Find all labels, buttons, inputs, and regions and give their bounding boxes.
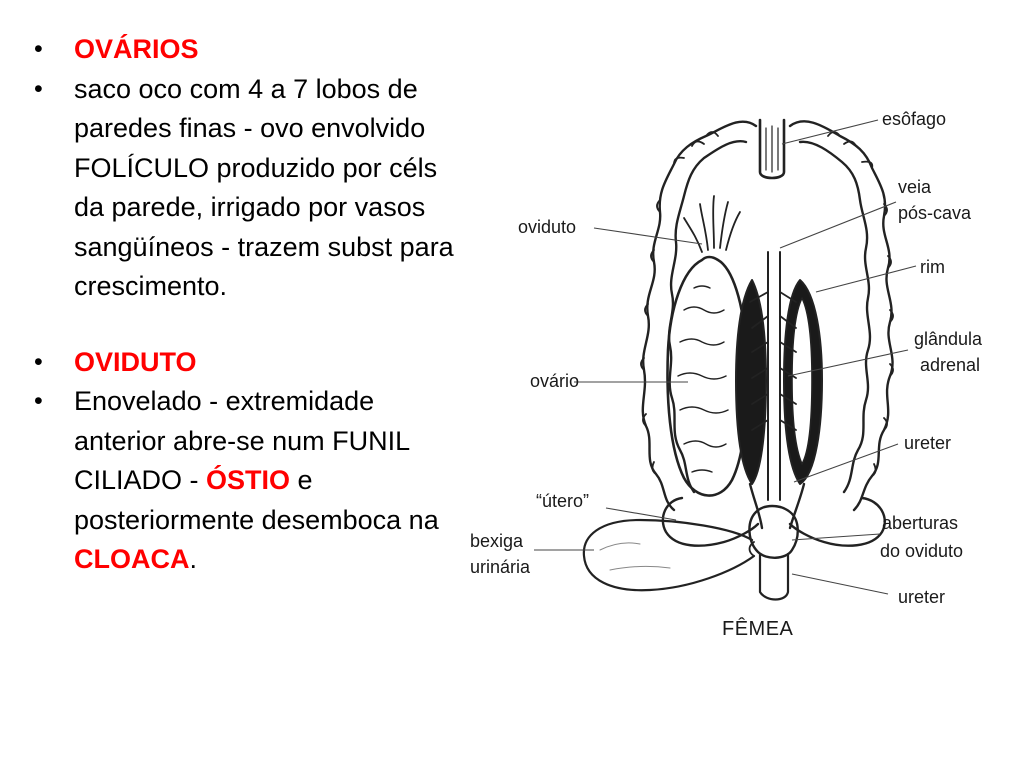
right-kidney-inner [792, 298, 812, 464]
ovary-texture [678, 286, 728, 472]
figure-caption: FÊMEA [722, 618, 794, 640]
oviduto-description-end: . [189, 544, 198, 574]
bladder-shading [600, 543, 670, 570]
ovarios-description: saco oco com 4 a 7 lobos de paredes finas - ovo envolvido FOLÍCULO produzido por céls da parede, irrigado por vasos sangüíneos - trazem subst para crescimento. [74, 73, 454, 301]
female-urogenital-figure [470, 80, 1024, 660]
leader-ureter-2 [792, 574, 888, 594]
right-uterus [790, 498, 885, 546]
oviduto-description-part-2: e posteriormente desemboca na [74, 465, 439, 535]
label-bexiga: bexiga [470, 531, 524, 551]
left-oviduct-coil-inner [669, 141, 746, 492]
cloaca [749, 506, 797, 558]
label-do-oviduto: do oviduto [880, 541, 964, 561]
bullet-oviduto-heading [34, 343, 464, 383]
label-pos-cava: pós-cava [898, 203, 972, 223]
label-ovario: ovário [530, 371, 580, 391]
esophagus-lines [766, 126, 778, 172]
cloaca-tube [760, 554, 788, 600]
ovary-outline [668, 257, 747, 496]
right-oviduct-scallops [828, 132, 893, 476]
bullet-ovarios-heading [34, 30, 464, 70]
bladder [584, 520, 754, 590]
left-ostium-cilia [684, 196, 740, 252]
label-ureter-2: ureter [898, 587, 946, 607]
postcava-vein [768, 252, 780, 500]
label-veia: veia [898, 177, 932, 197]
highlight-cloaca: CLOACA [74, 544, 190, 574]
label-utero: “útero” [536, 491, 590, 511]
label-glandula: glândula [914, 329, 983, 349]
label-rim: rim [920, 257, 945, 277]
leader-veia [780, 202, 896, 248]
label-urinaria: urinária [470, 557, 531, 577]
oviduto-description-part-1: Enovelado - extremidade anterior abre-se num FUNIL CILIADO - [74, 386, 410, 495]
bullet-oviduto-text [34, 382, 464, 580]
left-ureter [750, 484, 762, 528]
bullet-ovarios-text [34, 70, 464, 307]
label-aberturas: aberturas [882, 513, 959, 533]
left-oviduct-coil [643, 122, 756, 510]
label-ureter-1: ureter [904, 433, 952, 453]
heading-oviduto: OVIDUTO [74, 346, 197, 377]
left-kidney [736, 280, 766, 484]
heading-ovarios: OVÁRIOS [74, 34, 199, 64]
label-oviduto: oviduto [518, 217, 577, 237]
left-oviduct-scallops [641, 132, 718, 474]
label-esofago: esôfago [882, 109, 947, 129]
leader-oviduto [594, 228, 702, 244]
highlight-ostio: ÓSTIO [206, 465, 291, 495]
bullet-list [34, 30, 464, 580]
label-adrenal: adrenal [920, 355, 981, 375]
